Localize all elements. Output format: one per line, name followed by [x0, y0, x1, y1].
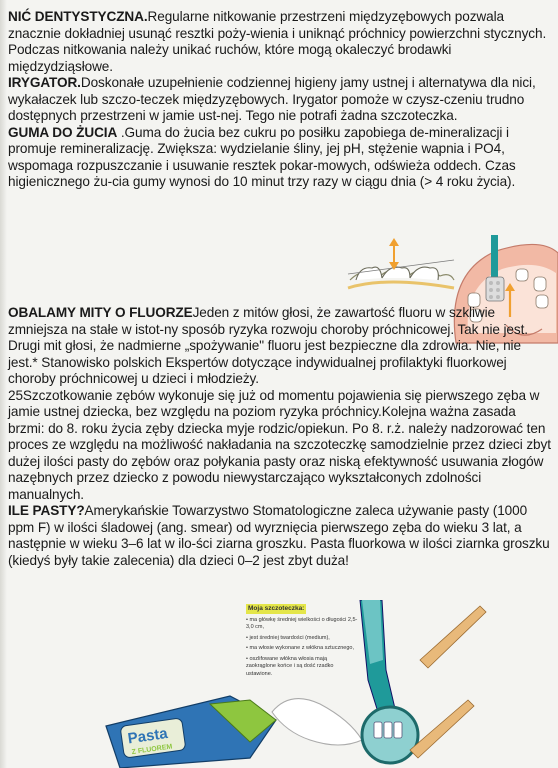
heading-irrigator: IRYGATOR.: [8, 75, 81, 90]
text-chewing-gum: .Guma do żucia bez cukru po posiłku zapobiega de-mineralizacji i promuje remineralizację. Zwiększa: wydzielanie śliny, jej pH, stężenie wapnia i PO4, wspomaga rozpuszczanie i usuwanie resztek pokar-mowych, odświeża oddech. Czas higienicznego żu-cia gumy wynosi do 10 minut trzy razy w ciągu dnia (> 4 roku życia).: [8, 124, 516, 189]
note-item: • ma główkę średniej wielkości o długości 2,5-3,0 cm,: [246, 616, 358, 630]
note-item: • oszlifowane włókna włosia mają zaokrąglone końce i są dość rzadko ustawione.: [246, 655, 334, 677]
note-title: Moja szczoteczka:: [248, 605, 305, 612]
text-brushing-rules: 25Szczotkowanie zębów wykonuje się już od momentu pojawienia się pierwszego zęba w jamie ustnej dziecka, bez względu na poziom ryzyka próchnicy.Kolejna ważna zasada brzmi: do 8. roku życia zęby dziecka myje rodzic/opiekun. Po 8. r.ż. należy nadzorować ten proces ze względu na możliwość nakładania na szczoteczkę samodzielnie przez dzieci zbyt dużej ilości pasty do zębów oraz połykania pasty oraz niską efektywność usuwania złogów nazębnych przez dziecko z powodu niewystarczająco wykształconych zdolności manualnych.: [8, 387, 551, 502]
heading-how-much-paste: ILE PASTY?: [8, 503, 85, 518]
flossing-illustration: [346, 236, 456, 302]
toothbrush-note: [246, 604, 358, 681]
heading-chewing-gum: GUMA DO ŻUCIA: [8, 124, 118, 140]
note-item: • ma włosie wykonane z włókna sztucznego,: [246, 645, 355, 651]
heading-fluoride-myths: OBALAMY MITY O FLUORZE: [8, 305, 193, 320]
note-item: • jest średniej twardości (medium),: [246, 634, 330, 641]
tube-label-main: Pasta: [126, 725, 169, 748]
tube-label-sub: Z FLUOREM: [131, 743, 173, 757]
text-floss: Regularne nitkowanie przestrzeni międzyzębowych pozwala znacznie dokładniej usunąć resztki poży-wienia i uniknąć próchnicy powierzchni stycznych. Podczas nitkowania należy unikać ruchów, które mogą okaleczyć brodawki międzydziąsłowe.: [8, 9, 547, 74]
hygiene-section: [8, 9, 548, 191]
text-how-much-paste: Amerykańskie Towarzystwo Stomatologiczne zaleca używanie pasty (1000 ppm F) w ilości śladowej (ang. smear) od wyrznięcia pierwszego zęba do wieku 3 lat, a następnie w wieku 3–6 lat w ilo-ści ziarna groszku. Pasta fluorkowa w ilości ziarnka groszku (kiedyś były takie zalecenia) dla dzieci 0–2 jest zbyt duża!: [8, 503, 550, 568]
scan-edge: [0, 0, 7, 768]
text-irrigator: Doskonałe uzupełnienie codziennej higieny jamy ustnej i alternatywa dla nici, wykałaczek lub szczo-teczek międzyzębowych. Irygator pomoże w czysz-czeniu trudno dostępnych przestrzeni w jamie ust-nej. Tego nie potrafi żadna szczoteczka.: [8, 75, 536, 123]
fluoride-section: [8, 305, 553, 569]
text-fluoride-myths: Jeden z mitów głosi, że zawartość fluoru w szkliwie zmniejsza na stałe w istot-ny sposób ryzyka rozwoju choroby próchnicowej. Tak nie jest. Drugi mit głosi, że nadmierne „spożywanie" fluoru jest bezpieczne dla zdrowia. Nie, nie jest.* Stanowisko polskich Ekspertów dotyczące indywidualnej profilaktyki fluorkowej choroby próchnicowej u dzieci i młodzieży.: [8, 305, 528, 386]
heading-floss: NIĆ DENTYSTYCZNA.: [8, 9, 148, 24]
